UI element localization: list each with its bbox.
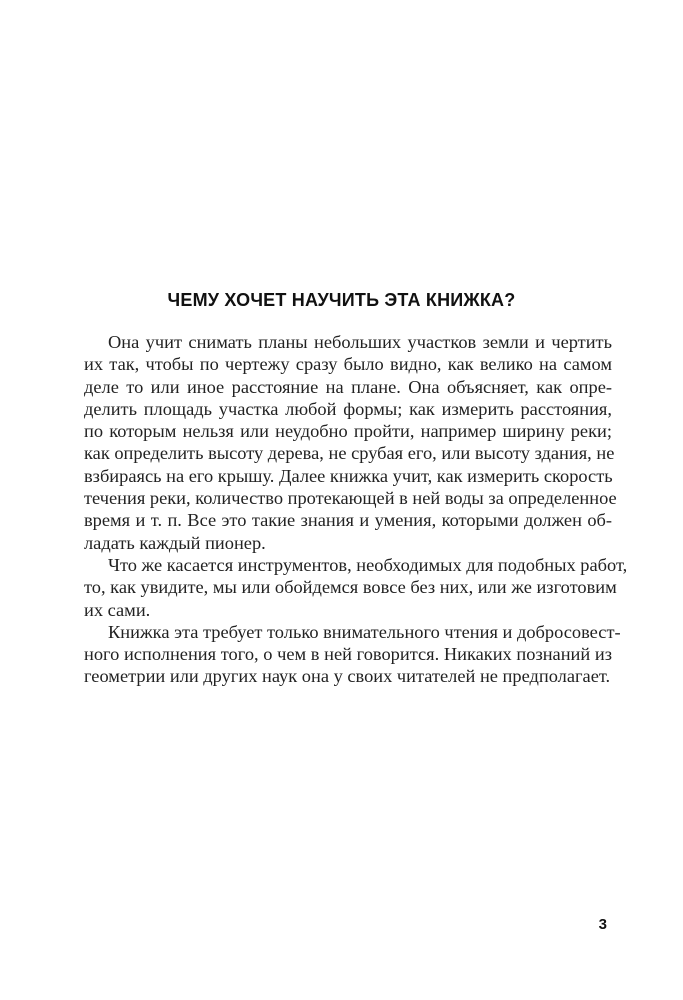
text-line: ладать каждый пионер. bbox=[84, 532, 266, 553]
text-line: взбираясь на его крышу. Далее книжка учит, как измерить скорость bbox=[84, 465, 613, 486]
text-line: как определить высоту дерева, не срубая его, или высоту здания, не bbox=[84, 443, 615, 464]
text-line: течения реки, количество протекающей в ней воды за определенное bbox=[84, 488, 617, 509]
text-line: геометрии или других наук она у своих читателей не предполагает. bbox=[84, 666, 611, 687]
text-line: ного исполнения того, о чем в ней говорится. Никаких познаний из bbox=[84, 644, 612, 665]
body-text bbox=[84, 331, 628, 688]
text-line: их так, чтобы по чертежу сразу было видно, как велико на самом bbox=[84, 354, 612, 375]
text-line: деле то или иное расстояние на плане. Она объясняет, как опре- bbox=[84, 376, 612, 397]
paragraph-3 bbox=[84, 621, 621, 688]
text-line: время и т. п. Все это такие знания и умения, которыми должен об- bbox=[84, 510, 612, 531]
text-line: Она учит снимать планы небольших участков земли и чертить bbox=[108, 332, 612, 352]
page-number: 3 bbox=[598, 916, 607, 933]
chapter-heading: ЧЕМУ ХОЧЕТ НАУЧИТЬ ЭТА КНИЖКА? bbox=[167, 290, 516, 310]
text-line: Книжка эта требует только внимательного чтения и добросовест- bbox=[108, 621, 621, 642]
text-line: Что же касается инструментов, необходимых для подобных работ, bbox=[108, 554, 628, 575]
text-line: их сами. bbox=[84, 599, 151, 620]
text-line: то, как увидите, мы или обойдемся вовсе без них, или же изготовим bbox=[84, 577, 617, 598]
paragraph-1 bbox=[84, 331, 617, 554]
text-line: делить площадь участка любой формы; как измерить расстояния, bbox=[84, 398, 612, 419]
paragraph-2 bbox=[84, 554, 628, 621]
text-line: по которым нельзя или неудобно пройти, например ширину реки; bbox=[84, 421, 612, 442]
